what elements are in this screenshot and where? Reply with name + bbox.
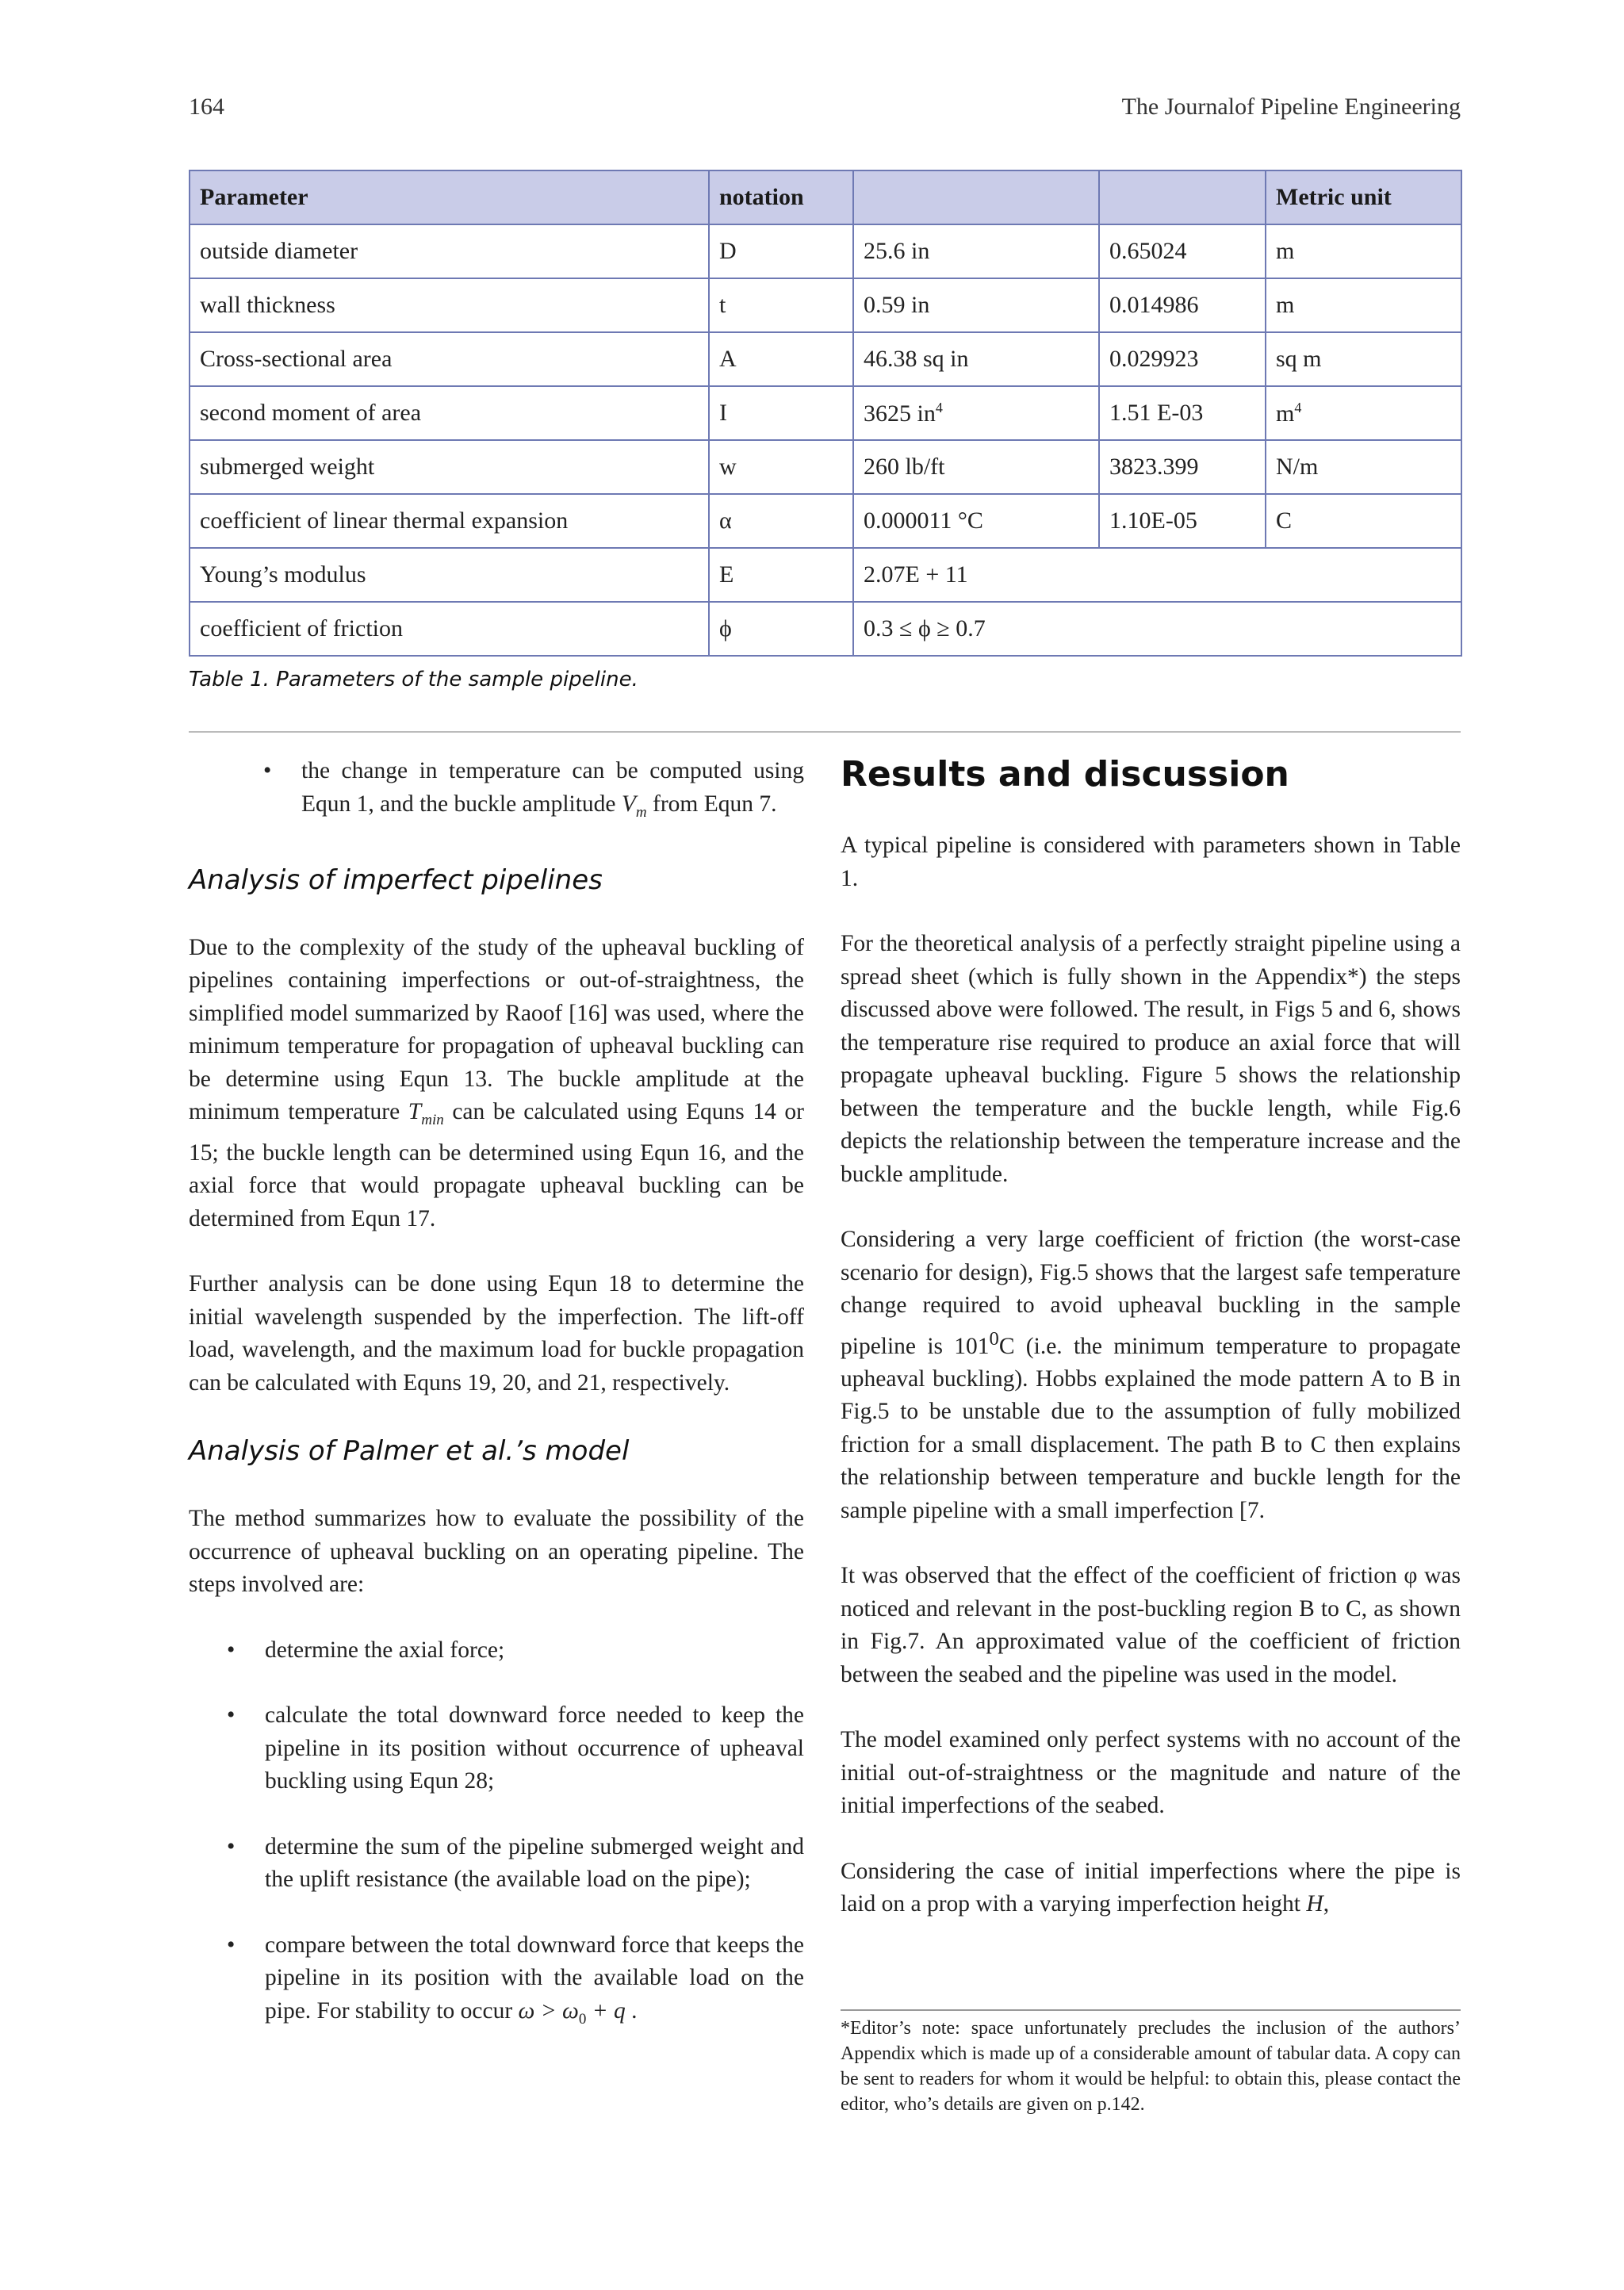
table-row <box>190 332 1461 386</box>
math-expr: ω > ω <box>518 1997 579 2024</box>
section-heading: Results and discussion <box>841 754 1289 795</box>
right-column <box>841 750 1461 1921</box>
table-row <box>190 440 1461 494</box>
table-cell: C <box>1266 494 1461 548</box>
spacer <box>189 899 804 932</box>
paragraph <box>841 1224 1461 1527</box>
list-item <box>227 1634 804 1668</box>
spacer <box>189 1667 804 1699</box>
bullet-icon: • <box>227 1932 236 1958</box>
spacer <box>841 1691 1461 1724</box>
paragraph: A typical pipeline is considered with parameters shown in Table 1. <box>841 833 1461 891</box>
table-caption: Table 1. Parameters of the sample pipeline. <box>189 668 638 691</box>
bullet-icon: • <box>263 758 272 783</box>
table-cell <box>1266 386 1461 440</box>
subheading-imperfect: Analysis of imperfect pipelines <box>189 864 603 896</box>
table-cell: 25.6 in <box>853 224 1099 278</box>
list-item <box>227 1699 804 1798</box>
table-cell: ϕ <box>709 602 853 656</box>
list-item-text: determine the sum of the pipeline submerged weight and the uplift resistance (the available load on the pipe); <box>265 1833 804 1893</box>
table-cell: submerged weight <box>190 440 709 494</box>
table-cell: 1.51 E-03 <box>1099 386 1266 440</box>
list-item <box>227 1831 804 1897</box>
math-expr: + q <box>586 1997 626 2024</box>
math-subscript: min <box>421 1112 444 1129</box>
table-cell: 0.59 in <box>853 278 1099 332</box>
paragraph: It was observed that the effect of the coefficient of friction φ was noticed and relevant in the post-buckling region B to C, as shown in Fig.7. An approximated value of the coefficient of friction between the seabed and the pipeline was used in the model. <box>841 1563 1461 1687</box>
table-cell: outside diameter <box>190 224 709 278</box>
spacer <box>189 1602 804 1634</box>
table-cell: w <box>709 440 853 494</box>
bullet-icon: • <box>227 1637 236 1663</box>
bullet-icon: • <box>227 1702 236 1729</box>
table-row <box>190 278 1461 332</box>
table-cell: 0.029923 <box>1099 332 1266 386</box>
superscript: 0 <box>989 1327 999 1350</box>
spacer <box>841 1191 1461 1224</box>
table-header-cell: Metric unit <box>1266 170 1461 224</box>
value-text: 3625 in <box>864 400 936 427</box>
spacer <box>841 1527 1461 1560</box>
table-cell: t <box>709 278 853 332</box>
table-header-cell: Parameter <box>190 170 709 224</box>
list-item-text: the change in temperature can be computed using Equn 1, and the buckle amplitude <box>301 758 804 817</box>
table-cell: sq m <box>1266 332 1461 386</box>
list-item <box>263 755 804 829</box>
table-cell: A <box>709 332 853 386</box>
table-row <box>190 494 1461 548</box>
unit-text: m <box>1276 400 1295 427</box>
table-row <box>190 602 1461 656</box>
math-var: T <box>408 1099 422 1125</box>
paragraph-text: , <box>1323 1891 1330 1917</box>
paragraph-text: can be calculated using Equns 14 or 15; the buckle length can be determined using Equn 16, and the axial force that would propagate upheaval buckling can be determined from Equn 17. <box>189 1099 804 1231</box>
table-cell: I <box>709 386 853 440</box>
table-cell: 0.65024 <box>1099 224 1266 278</box>
table-cell: coefficient of friction <box>190 602 709 656</box>
table-cell: Cross-sectional area <box>190 332 709 386</box>
list-item <box>227 1929 804 2035</box>
editor-footnote: *Editor’s note: space unfortunately precludes the inclusion of the authors’ Appendix which is made up of a considerable amount of tabular data. A copy can be sent to readers for whom it would be helpful: to obtain this, please contact the editor, who’s details are given on p.142. <box>841 2018 1461 2115</box>
paragraph: The model examined only perfect systems with no account of the initial out-of-straightness or the magnitude and nature of the initial imperfections of the seabed. <box>841 1727 1461 1819</box>
table-cell: 3823.399 <box>1099 440 1266 494</box>
spacer <box>189 829 804 861</box>
table-cell: 1.10E-05 <box>1099 494 1266 548</box>
paragraph-text: Due to the complexity of the study of the upheaval buckling of pipelines containing imperfections or out-of-straightness, the simplified model summarized by Raoof [16] was used, where the minimum temperature for propagation of upheaval buckling can be determine using Equn 13. The buckle amplitude at the minimum temperature <box>189 934 804 1125</box>
left-column <box>189 755 804 2035</box>
table-row <box>190 386 1461 440</box>
footnote-divider <box>841 2009 1461 2011</box>
superscript: 4 <box>935 399 943 415</box>
divider <box>189 731 1461 733</box>
spacer <box>189 1235 804 1268</box>
paragraph: The method summarizes how to evaluate the possibility of the occurrence of upheaval buckling on an operating pipeline. The steps involved are: <box>189 1506 804 1598</box>
table-header-cell <box>853 170 1099 224</box>
spacer <box>189 1470 804 1503</box>
table-cell: coefficient of linear thermal expansion <box>190 494 709 548</box>
spacer <box>841 1823 1461 1855</box>
spacer <box>841 895 1461 928</box>
parameters-table <box>189 170 1462 657</box>
page-number: 164 <box>189 94 224 120</box>
table-row <box>190 224 1461 278</box>
paragraph: For the theoretical analysis of a perfectly straight pipeline using a spread sheet (which is fully shown in the Appendix*) the steps discussed above were followed. The result, in Figs 5 and 6, shows the temperature rise required to produce an axial force that will propagate upheaval buckling. Figure 5 shows the relationship between the temperature and the buckle length, while Fig.6 depicts the relationship between the temperature increase and the buckle amplitude. <box>841 931 1461 1187</box>
table-cell: m <box>1266 224 1461 278</box>
table-header-cell: notation <box>709 170 853 224</box>
math-subscript: m <box>635 803 647 821</box>
journal-title: The Journalof Pipeline Engineering <box>1121 94 1461 120</box>
table-header-row <box>190 170 1461 224</box>
list-item-text: determine the axial force; <box>265 1637 505 1663</box>
spacer <box>841 799 1461 829</box>
paragraph <box>841 1855 1461 1921</box>
superscript: 4 <box>1294 399 1302 415</box>
table-cell: wall thickness <box>190 278 709 332</box>
table-header-cell <box>1099 170 1266 224</box>
spacer <box>189 1798 804 1831</box>
table-row <box>190 548 1461 602</box>
list-item-text: calculate the total downward force needed to keep the pipeline in its position without occurrence of upheaval buckling using Equn 28; <box>265 1702 804 1794</box>
paragraph: Further analysis can be done using Equn 18 to determine the initial wavelength suspended by the imperfection. The lift-off load, wavelength, and the maximum load for buckle propagation can be calculated with Equns 19, 20, and 21, respectively. <box>189 1271 804 1396</box>
spacer <box>189 1400 804 1432</box>
table-cell: second moment of area <box>190 386 709 440</box>
table-cell: m <box>1266 278 1461 332</box>
table-cell: 2.07E + 11 <box>853 548 1461 602</box>
math-subscript: 0 <box>578 2010 587 2028</box>
table-cell: Young’s modulus <box>190 548 709 602</box>
list-item-text: . <box>625 1997 638 2024</box>
table-cell: N/m <box>1266 440 1461 494</box>
table-cell: 46.38 sq in <box>853 332 1099 386</box>
table-cell <box>853 386 1099 440</box>
paragraph-text: C (i.e. the minimum temperature to propagate upheaval buckling). Hobbs explained the mode pattern A to B in Fig.5 to be unstable due to the assumption of fully mobilized friction for a small displacement. The path B to C then explains the relationship between temperature and buckle length for the sample pipeline with a small imperfection [7. <box>841 1333 1461 1523</box>
paragraph-text: Considering the case of initial imperfections where the pipe is laid on a prop with a varying imperfection height <box>841 1858 1461 1917</box>
table-cell: 260 lb/ft <box>853 440 1099 494</box>
math-var: V <box>621 791 636 817</box>
table-cell: 0.000011 °C <box>853 494 1099 548</box>
table-cell: 0.3 ≤ ϕ ≥ 0.7 <box>853 602 1461 656</box>
table-cell: 0.014986 <box>1099 278 1266 332</box>
table-cell: D <box>709 224 853 278</box>
paragraph-text: Considering a very large coefficient of friction (the worst-case scenario for design), Fig.5 shows that the largest safe temperature change required to avoid upheaval buckling in the sample pipeline is 101 <box>841 1227 1461 1359</box>
paragraph <box>189 932 804 1235</box>
subheading-palmer: Analysis of Palmer et al.’s model <box>189 1435 630 1468</box>
table-cell: α <box>709 494 853 548</box>
bullet-icon: • <box>227 1833 236 1859</box>
list-item-text: from Equn 7. <box>646 791 777 817</box>
spacer <box>189 1897 804 1929</box>
table-cell: E <box>709 548 853 602</box>
math-var: H <box>1306 1891 1323 1917</box>
list-item-text: compare between the total downward force that keeps the pipeline in its position with the available load on the pipe. For stability to occur <box>265 1932 804 2024</box>
